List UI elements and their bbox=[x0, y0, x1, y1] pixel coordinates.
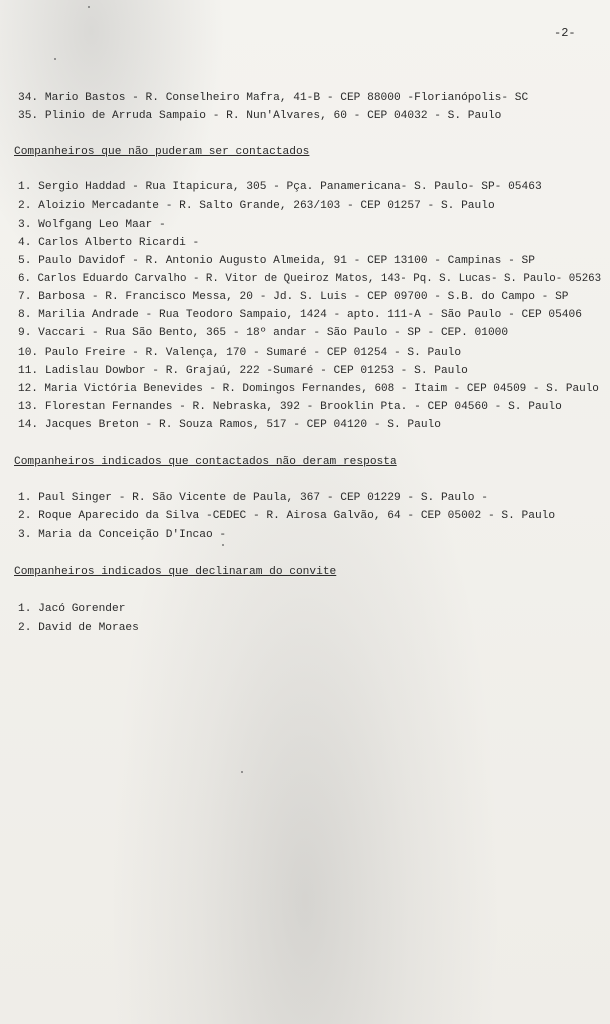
list-item: 5. Paulo Davidof - R. Antonio Augusto Almeida, 91 - CEP 13100 - Campinas - SP bbox=[18, 255, 535, 267]
list-item: 2. Roque Aparecido da Silva -CEDEC - R. Airosa Galvão, 64 - CEP 05002 - S. Paulo bbox=[18, 510, 556, 522]
list-item: 14. Jacques Breton - R. Souza Ramos, 517 - CEP 04120 - S. Paulo bbox=[18, 419, 441, 431]
list-item: 34. Mario Bastos - R. Conselheiro Mafra, 41-B - CEP 88000 -Florianópolis- SC bbox=[18, 92, 529, 104]
list-item: 35. Plinio de Arruda Sampaio - R. Nun'Alvares, 60 - CEP 04032 - S. Paulo bbox=[18, 110, 502, 122]
list-item: 1. Paul Singer - R. São Vicente de Paula, 367 - CEP 01229 - S. Paulo - bbox=[18, 492, 488, 504]
list-item: 2. Aloizio Mercadante - R. Salto Grande, 263/103 - CEP 01257 - S. Paulo bbox=[18, 200, 495, 212]
list-item: 8. Marilia Andrade - Rua Teodoro Sampaio, 1424 - apto. 111-A - São Paulo - CEP 05406 bbox=[18, 309, 582, 321]
list-item: 3. Wolfgang Leo Maar - bbox=[18, 219, 166, 231]
section-heading: Companheiros indicados que contactados não deram resposta bbox=[14, 456, 397, 468]
list-item: 4. Carlos Alberto Ricardi - bbox=[18, 237, 200, 249]
list-item: 2. David de Moraes bbox=[18, 622, 139, 634]
list-item: 3. Maria da Conceição D'Incao - bbox=[18, 529, 227, 541]
section-heading: Companheiros indicados que declinaram do convite bbox=[14, 566, 337, 578]
paper-speck bbox=[222, 544, 224, 546]
paper-speck bbox=[241, 771, 243, 773]
paper-speck bbox=[88, 6, 90, 8]
section-heading: Companheiros que não puderam ser contactados bbox=[14, 146, 310, 158]
list-item: 11. Ladislau Dowbor - R. Grajaú, 222 -Sumaré - CEP 01253 - S. Paulo bbox=[18, 365, 468, 377]
list-item: 7. Barbosa - R. Francisco Messa, 20 - Jd. S. Luis - CEP 09700 - S.B. do Campo - SP bbox=[18, 291, 569, 303]
list-item: 12. Maria Victória Benevides - R. Domingos Fernandes, 608 - Itaim - CEP 04509 - S. Paulo bbox=[18, 383, 599, 395]
list-item: 1. Sergio Haddad - Rua Itapicura, 305 - Pça. Panamericana- S. Paulo- SP- 05463 bbox=[18, 181, 542, 193]
list-item: 13. Florestan Fernandes - R. Nebraska, 392 - Brooklin Pta. - CEP 04560 - S. Paulo bbox=[18, 401, 562, 413]
list-item: 10. Paulo Freire - R. Valença, 170 - Sumaré - CEP 01254 - S. Paulo bbox=[18, 347, 462, 359]
list-item: 1. Jacó Gorender bbox=[18, 603, 126, 615]
paper-speck bbox=[54, 58, 56, 60]
list-item: 6. Carlos Eduardo Carvalho - R. Vitor de Queiroz Matos, 143- Pq. S. Lucas- S. Paulo- 05263 bbox=[18, 273, 602, 285]
page-number: -2- bbox=[554, 26, 576, 40]
list-item: 9. Vaccari - Rua São Bento, 365 - 18º andar - São Paulo - SP - CEP. 01000 bbox=[18, 327, 509, 339]
